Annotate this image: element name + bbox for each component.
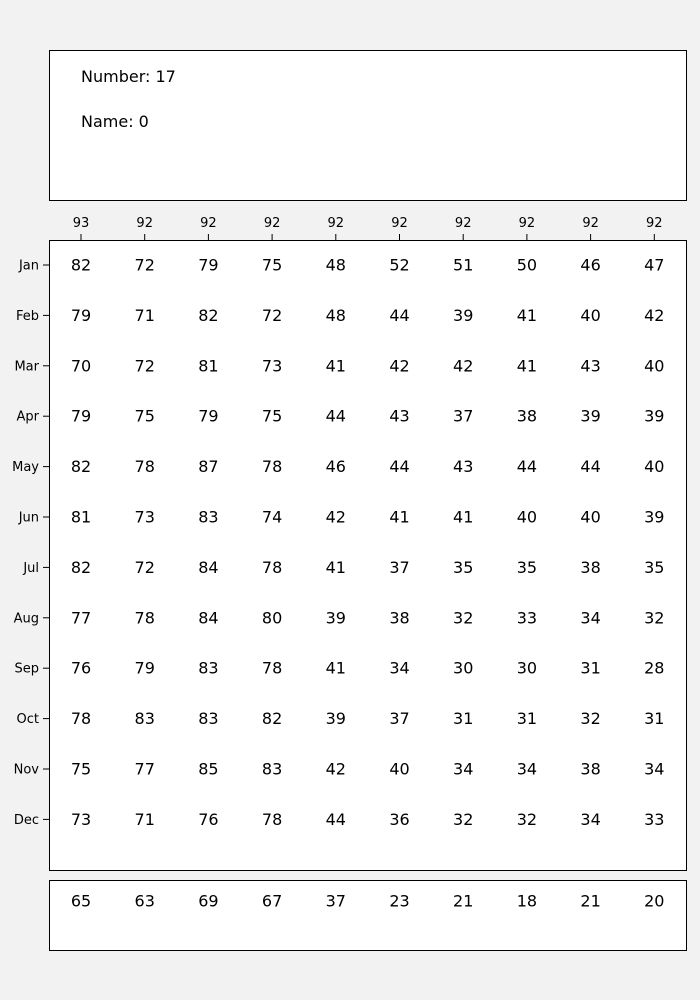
table-cell: 43 [580, 356, 601, 376]
table-cell: 34 [580, 809, 601, 829]
row-header-label: Jan [18, 258, 39, 274]
table-cell: 30 [516, 658, 538, 678]
total-cell: 69 [198, 891, 219, 911]
table-cell: 75 [261, 255, 283, 275]
table-cell: 31 [516, 709, 538, 729]
row-header-label: Feb [15, 308, 39, 324]
table-cell: 36 [389, 809, 410, 829]
table-cell: 83 [261, 759, 283, 779]
table-cell: 37 [389, 557, 410, 577]
table-cell: 38 [580, 759, 601, 779]
table-cell: 39 [644, 406, 665, 426]
table-cell: 40 [580, 507, 601, 527]
totals-row [71, 892, 665, 911]
table-cell: 79 [134, 658, 155, 678]
table-cell: 44 [389, 457, 410, 477]
table-cell: 42 [453, 356, 474, 376]
total-cell: 65 [70, 891, 92, 911]
total-cell: 21 [453, 891, 474, 911]
table-cell: 84 [198, 608, 219, 628]
table-cell: 79 [70, 406, 92, 426]
table-cell: 31 [453, 709, 474, 729]
table-cell: 75 [70, 759, 92, 779]
table-cell: 41 [516, 305, 538, 325]
table-cell: 83 [198, 507, 219, 527]
table-cell: 72 [261, 305, 283, 325]
table-cell: 51 [453, 255, 474, 275]
row-header-label: Aug [13, 611, 39, 627]
table-cell: 34 [516, 759, 538, 779]
table-cell: 72 [134, 557, 155, 577]
table-cell: 39 [325, 709, 346, 729]
table-cell: 43 [453, 457, 474, 477]
table-cell: 44 [325, 809, 346, 829]
table-cell: 32 [453, 608, 474, 628]
table-cell: 82 [198, 305, 219, 325]
table-cell: 33 [644, 809, 665, 829]
column-header-label: 93 [72, 216, 90, 231]
table-cell: 79 [198, 255, 219, 275]
column-header-label: 92 [454, 216, 472, 231]
table-cell: 82 [70, 457, 92, 477]
table-cell: 34 [580, 608, 601, 628]
table-cell: 41 [325, 557, 346, 577]
table-cell: 81 [70, 507, 92, 527]
column-header-label: 92 [327, 216, 345, 231]
table-cell: 82 [70, 557, 92, 577]
column-header-label: 92 [518, 216, 536, 231]
table-cell: 43 [389, 406, 410, 426]
total-cell: 63 [134, 891, 155, 911]
table-cell: 35 [516, 557, 538, 577]
row-header-label: Sep [14, 661, 39, 677]
table-cell: 77 [134, 759, 155, 779]
table-cell: 78 [261, 809, 283, 829]
table-cells [71, 256, 665, 829]
table-cell: 32 [516, 809, 538, 829]
table-cell: 44 [389, 305, 410, 325]
table-cell: 32 [453, 809, 474, 829]
table-cell: 34 [389, 658, 410, 678]
table-cell: 42 [325, 507, 346, 527]
total-cell: 18 [516, 891, 538, 911]
table-cell: 31 [580, 658, 601, 678]
table-cell: 41 [516, 356, 538, 376]
table-cell: 41 [325, 658, 346, 678]
row-header-label: Jul [23, 560, 39, 576]
total-cell: 20 [644, 891, 665, 911]
table-cell: 70 [70, 356, 92, 376]
table-cell: 82 [70, 255, 92, 275]
table-cell: 37 [389, 709, 410, 729]
table-cell: 87 [198, 457, 219, 477]
row-header-label: Jun [18, 510, 39, 526]
table-cell: 76 [70, 658, 92, 678]
total-cell: 23 [389, 891, 410, 911]
table-cell: 83 [198, 709, 219, 729]
total-cell: 67 [261, 891, 283, 911]
total-cell: 37 [325, 891, 346, 911]
table-cell: 75 [261, 406, 283, 426]
table-cell: 39 [580, 406, 601, 426]
table-cell: 31 [644, 709, 665, 729]
table-cell: 83 [198, 658, 219, 678]
info-number-label: Number: 17 [81, 67, 176, 86]
table-cell: 78 [261, 457, 283, 477]
table-cell: 38 [516, 406, 538, 426]
table-cell: 40 [644, 457, 665, 477]
table-cell: 79 [70, 305, 92, 325]
row-header-label: Nov [13, 762, 39, 778]
table-cell: 38 [389, 608, 410, 628]
table-cell: 84 [198, 557, 219, 577]
table-cell: 78 [134, 608, 155, 628]
table-cell: 80 [261, 608, 283, 628]
table-cell: 71 [134, 305, 155, 325]
column-headers [73, 216, 663, 240]
table-cell: 39 [453, 305, 474, 325]
row-header-label: Apr [16, 409, 39, 425]
table-cell: 44 [325, 406, 346, 426]
table-cell: 34 [453, 759, 474, 779]
row-headers [12, 259, 49, 828]
table-cell: 48 [325, 255, 346, 275]
table-cell: 83 [134, 709, 155, 729]
table-cell: 81 [198, 356, 219, 376]
table-cell: 37 [453, 406, 474, 426]
table-cell: 28 [644, 658, 665, 678]
table-cell: 35 [644, 557, 665, 577]
table-cell: 78 [261, 557, 283, 577]
table-cell: 78 [261, 658, 283, 678]
column-header-label: 92 [582, 216, 599, 231]
table-cell: 40 [644, 356, 665, 376]
table-cell: 42 [325, 759, 346, 779]
column-header-label: 92 [263, 216, 281, 231]
table-cell: 73 [134, 507, 155, 527]
table-cell: 41 [325, 356, 346, 376]
table-cell: 85 [198, 759, 219, 779]
row-header-label: Dec [13, 812, 39, 828]
table-cell: 47 [644, 255, 665, 275]
table-cell: 72 [134, 356, 155, 376]
table-cell: 40 [389, 759, 410, 779]
table-cell: 78 [70, 709, 92, 729]
table-cell: 41 [389, 507, 410, 527]
table-cell: 39 [644, 507, 665, 527]
row-header-label: Mar [14, 359, 39, 375]
table-cell: 38 [580, 557, 601, 577]
column-header-label: 92 [391, 216, 408, 231]
table-cell: 40 [516, 507, 538, 527]
total-cell: 21 [580, 891, 601, 911]
table-cell: 74 [261, 507, 283, 527]
row-header-label: May [12, 460, 39, 476]
table-cell: 48 [325, 305, 346, 325]
column-header-label: 92 [646, 216, 663, 231]
table-cell: 44 [580, 457, 601, 477]
table-cell: 42 [644, 305, 665, 325]
table-cell: 35 [453, 557, 474, 577]
table-cell: 40 [580, 305, 601, 325]
table-cell: 50 [516, 255, 538, 275]
column-header-label: 92 [200, 216, 217, 231]
table-cell: 52 [389, 255, 410, 275]
info-name-label: Name: 0 [81, 112, 149, 131]
column-header-label: 92 [136, 216, 153, 231]
table-cell: 33 [516, 608, 538, 628]
table-cell: 75 [134, 406, 155, 426]
table-cell: 71 [134, 809, 155, 829]
table-cell: 72 [134, 255, 155, 275]
table-cell: 73 [261, 356, 283, 376]
table-cell: 42 [389, 356, 410, 376]
row-header-label: Oct [16, 712, 39, 728]
table-cell: 46 [325, 457, 346, 477]
table-cell: 82 [261, 709, 283, 729]
table-cell: 76 [198, 809, 219, 829]
table-cell: 32 [580, 709, 601, 729]
table-cell: 46 [580, 255, 601, 275]
table-cell: 32 [644, 608, 665, 628]
table-cell: 77 [70, 608, 92, 628]
table-cell: 30 [453, 658, 474, 678]
table-cell: 41 [453, 507, 474, 527]
table-cell: 44 [516, 457, 538, 477]
table-cell: 79 [198, 406, 219, 426]
table-cell: 73 [70, 809, 92, 829]
table-cell: 34 [644, 759, 665, 779]
table-cell: 78 [134, 457, 155, 477]
table-cell: 39 [325, 608, 346, 628]
